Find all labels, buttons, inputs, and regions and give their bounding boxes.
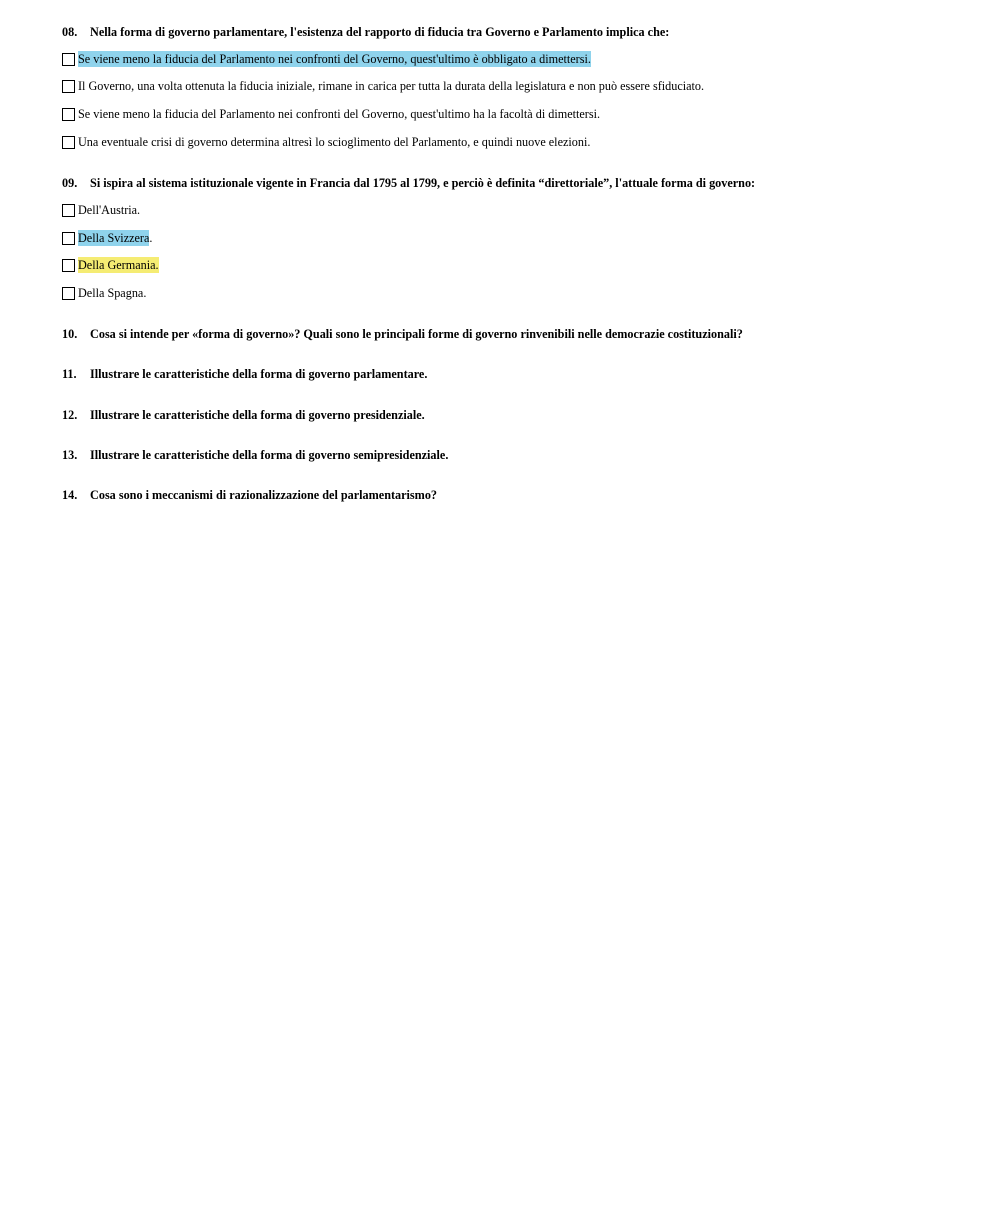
question-14-heading: [62, 487, 437, 503]
question-number: 14.: [62, 488, 78, 502]
question-text: Cosa si intende per «forma di governo»? Quali sono le principali forme di governo rinvenibili nelle democrazie costituzionali?: [90, 327, 743, 341]
option-text: Della Germania.: [78, 258, 159, 272]
checkbox[interactable]: [62, 204, 75, 217]
question-12-heading: [62, 407, 425, 423]
question-13-heading: [62, 447, 448, 463]
question-text: Illustrare le caratteristiche della forma di governo presidenziale.: [90, 408, 425, 422]
checkbox[interactable]: [62, 108, 75, 121]
question-text: Nella forma di governo parlamentare, l'esistenza del rapporto di fiducia tra Governo e Parlamento implica che:: [90, 25, 670, 39]
checkbox[interactable]: [62, 259, 75, 272]
question-text: Illustrare le caratteristiche della forma di governo parlamentare.: [90, 367, 428, 381]
option-text-rest: .: [149, 231, 153, 245]
question-number: 11.: [62, 367, 77, 381]
question-09-option-2[interactable]: [62, 230, 152, 246]
question-08-heading: [62, 24, 669, 40]
question-number: 13.: [62, 448, 78, 462]
option-text: Della Spagna.: [78, 286, 147, 300]
question-10-heading: [62, 326, 743, 342]
checkbox[interactable]: [62, 287, 75, 300]
checkbox[interactable]: [62, 136, 75, 149]
option-text: Se viene meno la fiducia del Parlamento nei confronti del Governo, quest'ultimo è obbligato a dimettersi.: [78, 52, 591, 66]
question-11-heading: [62, 366, 427, 382]
question-text: Illustrare le caratteristiche della forma di governo semipresidenziale.: [90, 448, 449, 462]
option-text: Se viene meno la fiducia del Parlamento nei confronti del Governo, quest'ultimo ha la facoltà di dimettersi.: [78, 107, 601, 121]
question-08-option-1[interactable]: [62, 51, 591, 67]
question-09-option-4[interactable]: [62, 285, 146, 301]
option-text: Il Governo, una volta ottenuta la fiducia iniziale, rimane in carica per tutta la durata della legislatura e non può essere sfiduciato.: [78, 79, 705, 93]
question-text: Cosa sono i meccanismi di razionalizzazione del parlamentarismo?: [90, 488, 438, 502]
question-number: 10.: [62, 327, 78, 341]
question-09-option-1[interactable]: [62, 202, 140, 218]
checkbox[interactable]: [62, 80, 75, 93]
question-number: 09.: [62, 176, 78, 190]
question-08-option-3[interactable]: [62, 106, 600, 122]
question-text: Si ispira al sistema istituzionale vigente in Francia dal 1795 al 1799, e perciò è definita “direttoriale”, l'attuale forma di governo:: [90, 176, 756, 190]
question-number: 08.: [62, 25, 78, 39]
option-text: Dell'Austria.: [78, 203, 141, 217]
checkbox[interactable]: [62, 232, 75, 245]
checkbox[interactable]: [62, 53, 75, 66]
question-09-option-3[interactable]: [62, 257, 159, 273]
option-text: Una eventuale crisi di governo determina altresì lo scioglimento del Parlamento, e quindi nuove elezioni.: [78, 135, 591, 149]
question-08-option-2[interactable]: [62, 78, 704, 94]
question-09-heading: [62, 175, 755, 191]
option-text-highlighted: Della Svizzera: [78, 231, 150, 245]
question-08-option-4[interactable]: [62, 134, 590, 150]
question-number: 12.: [62, 408, 78, 422]
